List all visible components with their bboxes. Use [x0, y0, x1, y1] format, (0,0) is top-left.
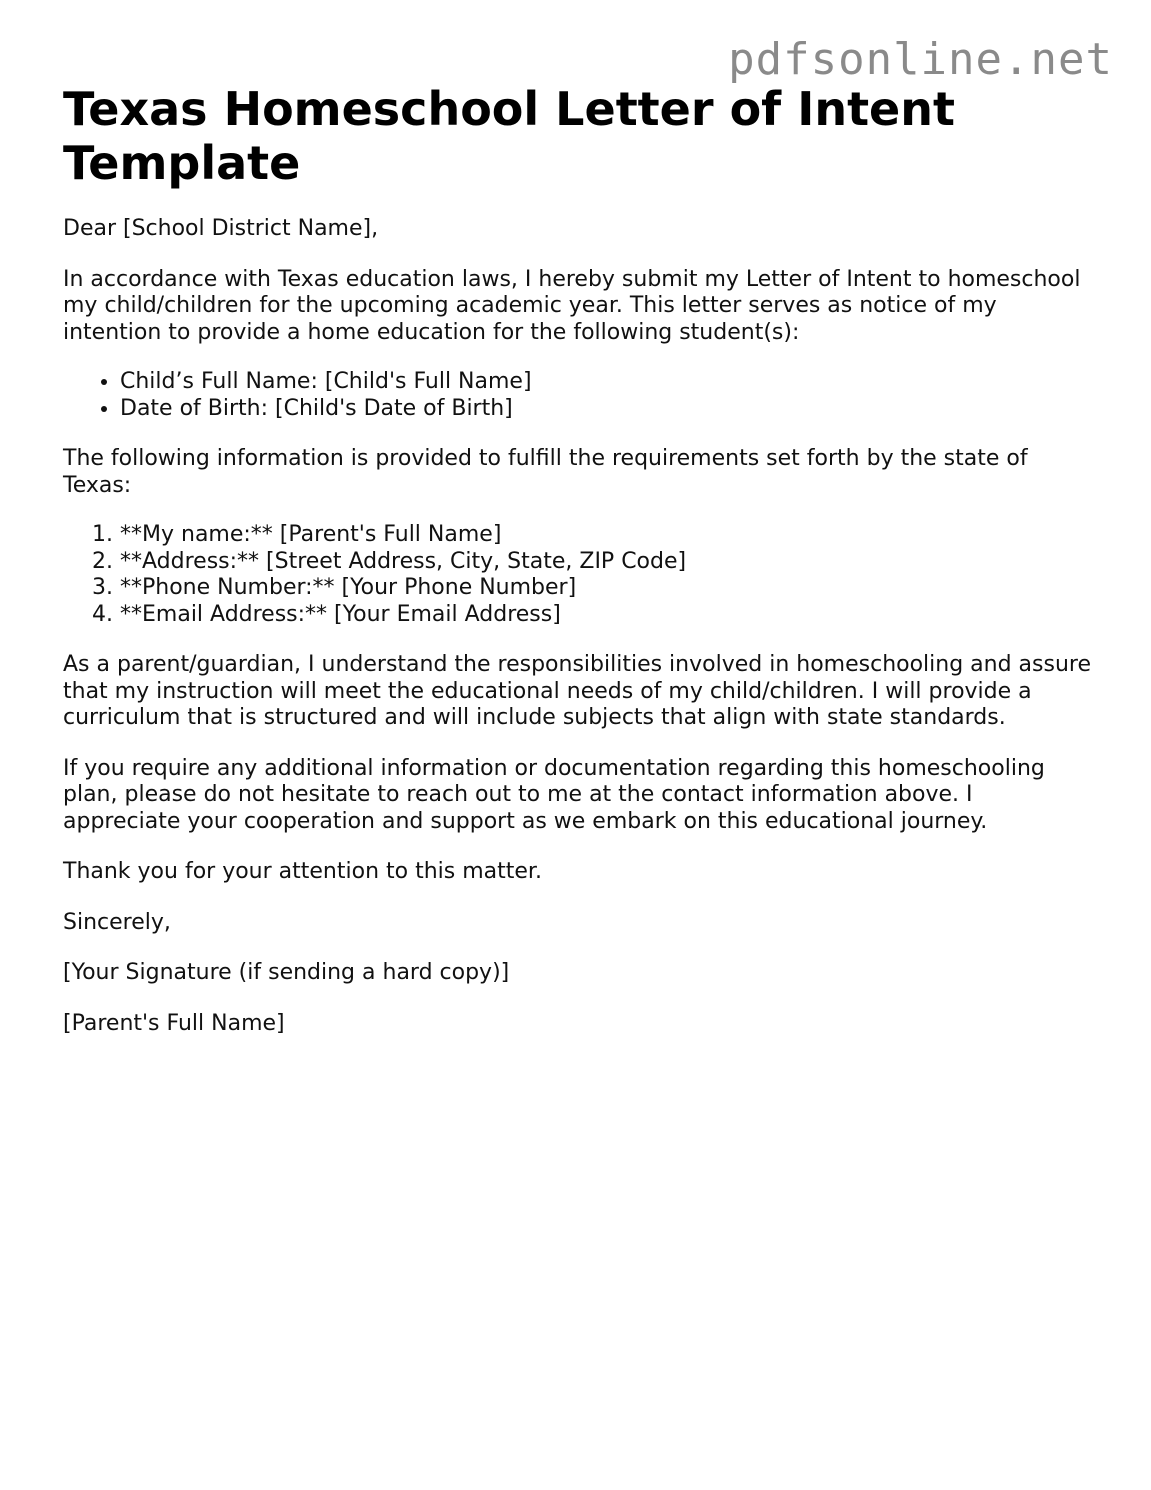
thanks-line: Thank you for your attention to this matter. — [63, 859, 542, 884]
contact-paragraph: If you require any additional information or documentation regarding this homeschooling plan, please do not hesitate to reach out to me at the contact information above. I appreciate your cooperation and support as we embark on this educational journey. — [63, 755, 1045, 834]
signature-line: [Your Signature (if sending a hard copy)] — [63, 960, 510, 985]
responsibility-paragraph: As a parent/guardian, I understand the responsibilities involved in homeschooling and assure that my instruction will meet the educational needs of my child/children. I will provide a curriculum that is structured and will include subjects that align with state standards. — [63, 652, 1092, 730]
closing-line: Sincerely, — [63, 909, 171, 935]
requirements-intro: The following information is provided to fulfill the requirements set forth by the state of Texas: — [63, 446, 1028, 498]
list-item-phone: 3. **Phone Number:** [Your Phone Number] — [120, 575, 1093, 602]
watermark: pdfsonline.net — [728, 34, 1113, 85]
intro-paragraph: In accordance with Texas education laws, I hereby submit my Letter of Intent to homeschool my child/children for the upcoming academic year. This letter serves as notice of my intention to provide a home education for the following student(s): — [63, 266, 1081, 345]
list-item-parent-name: 1. **My name:** [Parent's Full Name] — [120, 522, 1093, 549]
list-item-address: 2. **Address:** [Street Address, City, State, ZIP Code] — [120, 549, 1093, 576]
letter-document — [63, 82, 1093, 1037]
list-item-child-name: • Child’s Full Name: [Child's Full Name] — [120, 369, 1093, 396]
requirements-list — [63, 522, 1093, 628]
list-item-date-of-birth: • Date of Birth: [Child's Date of Birth] — [120, 396, 1093, 423]
student-list — [63, 369, 1093, 422]
list-item-email: 4. **Email Address:** [Your Email Address] — [120, 602, 1093, 629]
parent-name-line: [Parent's Full Name] — [63, 1010, 285, 1036]
page-title: Texas Homeschool Letter of Intent Template — [63, 82, 955, 190]
salutation: Dear [School District Name], — [63, 216, 379, 241]
